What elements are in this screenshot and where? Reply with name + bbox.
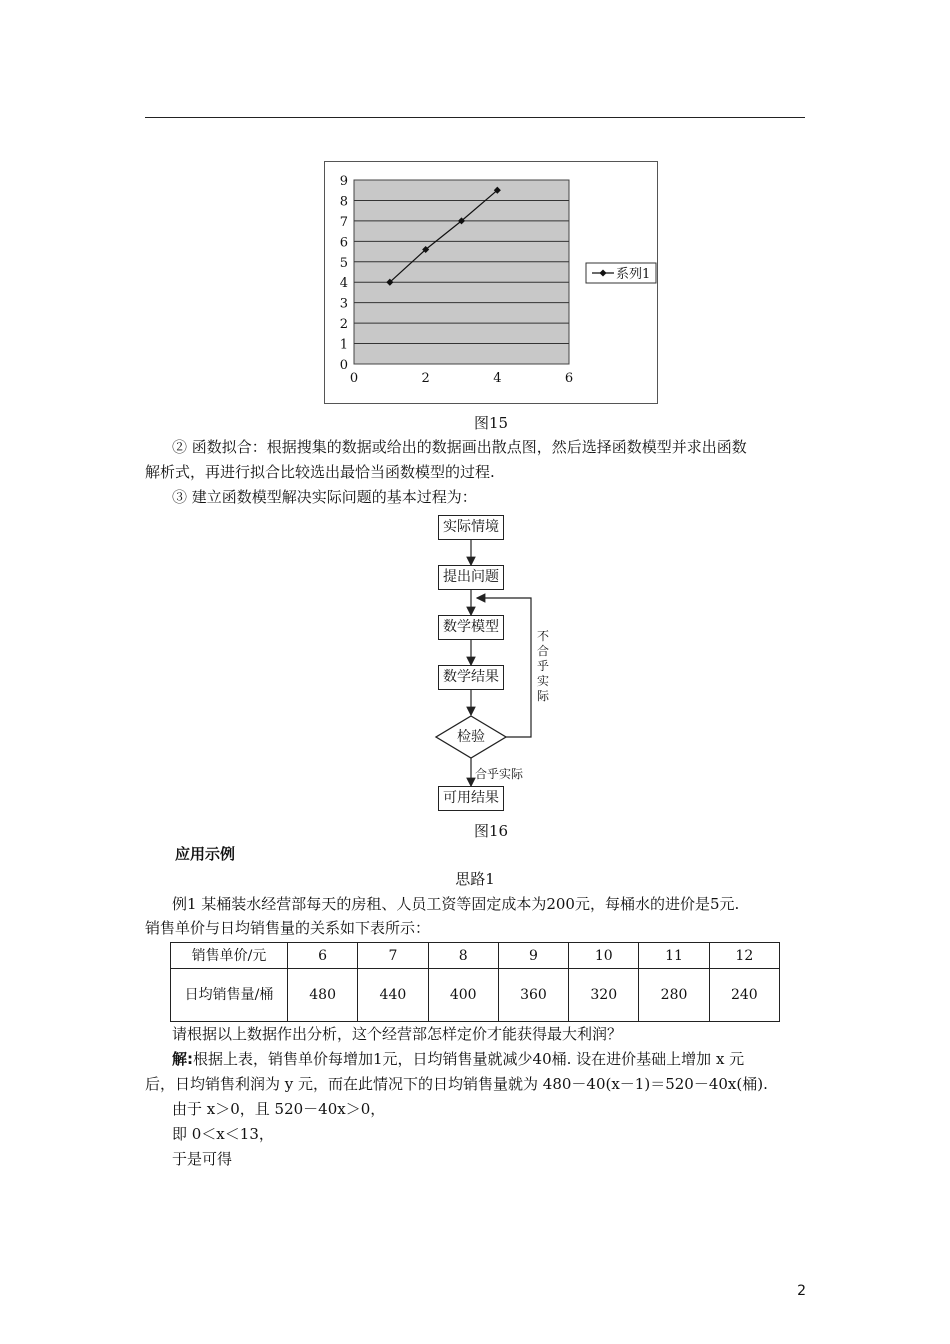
table-cell: 7 [358, 943, 428, 969]
solution-label: 解: [172, 1050, 193, 1068]
solution-line2: 后，日均销售利润为 y 元，而在此情况下的日均销售量就为 480－40(x－1)＝520－40x(桶). [145, 1075, 768, 1093]
solution-line1-text: 根据上表，销售单价每增加1元，日均销售量就减少40桶. 设在进价基础上增加 x 元 [193, 1050, 745, 1068]
table-cell: 320 [569, 969, 639, 1022]
page-number: 2 [797, 1283, 806, 1299]
table-head-volume: 日均销售量/桶 [171, 969, 288, 1022]
solution-line1 [172, 1047, 744, 1072]
table-cell: 8 [428, 943, 498, 969]
table-cell: 6 [288, 943, 358, 969]
sales-table [170, 942, 780, 1022]
table-head-price: 销售单价/元 [171, 943, 288, 969]
x-tick-label: 6 [564, 371, 574, 386]
table-cell: 240 [709, 969, 779, 1022]
node-situation: 实际情境 [438, 515, 504, 540]
table-cell: 10 [569, 943, 639, 969]
node-model: 数学模型 [438, 615, 504, 640]
y-tick-label: 9 [339, 174, 348, 189]
node-usable: 可用结果 [438, 786, 504, 811]
x-tick-label: 2 [421, 371, 430, 386]
idea-title: 思路1 [455, 870, 495, 888]
y-tick-label: 0 [339, 358, 348, 373]
y-tick-label: 5 [339, 255, 348, 271]
figure-15-caption: 图15 [473, 414, 509, 432]
y-tick-label: 6 [339, 235, 348, 251]
y-tick-label: 1 [339, 337, 348, 353]
section-title: 应用示例 [175, 845, 236, 863]
example-line2: 销售单价与日均销售量的关系如下表所示： [145, 919, 431, 937]
legend [586, 263, 656, 283]
y-tick-label: 3 [339, 296, 348, 312]
example-line1: 例1 某桶装水经营部每天的房租、人员工资等固定成本为200元，每桶水的进价是5元. [172, 895, 740, 913]
label-not-fit: 不合乎实际 [537, 629, 550, 703]
y-tick-label: 2 [339, 317, 348, 333]
para-fit-line1: ② 函数拟合：根据搜集的数据或给出的数据画出散点图，然后选择函数模型并求出函数 [172, 438, 747, 456]
table-cell: 360 [498, 969, 568, 1022]
label-fit: 合乎实际 [475, 767, 524, 781]
node-result: 数学结果 [438, 665, 504, 690]
y-tick-label: 7 [339, 214, 348, 230]
x-tick-label: 0 [349, 371, 359, 386]
table-cell: 11 [639, 943, 709, 969]
plot-area [354, 180, 569, 364]
table-cell: 12 [709, 943, 779, 969]
solution-line3: 由于 x＞0，且 520－40x＞0， [172, 1100, 386, 1118]
table-cell: 480 [288, 969, 358, 1022]
table-cell: 280 [639, 969, 709, 1022]
table-cell: 9 [498, 943, 568, 969]
header-rule [145, 117, 805, 118]
figure-15-chart [324, 161, 658, 404]
solution-line5: 于是可得 [172, 1150, 233, 1168]
table-cell: 440 [358, 969, 428, 1022]
para-fit-line2: 解析式，再进行拟合比较选出最恰当函数模型的过程. [145, 463, 495, 481]
node-question: 提出问题 [438, 565, 504, 590]
y-tick-label: 4 [339, 276, 348, 292]
y-tick-label: 8 [339, 194, 348, 210]
figure-16-caption: 图16 [473, 822, 509, 840]
table-cell: 400 [428, 969, 498, 1022]
x-tick-label: 4 [493, 371, 502, 386]
question: 请根据以上数据作出分析，这个经营部怎样定价才能获得最大利润？ [172, 1025, 623, 1043]
node-check: 检验 [457, 729, 485, 745]
table-row [171, 969, 780, 1022]
para-steps: ③ 建立函数模型解决实际问题的基本过程为： [172, 488, 477, 506]
solution-line4: 即 0＜x＜13， [172, 1125, 274, 1143]
legend-label: 系列1 [616, 267, 651, 282]
table-row [171, 943, 780, 969]
